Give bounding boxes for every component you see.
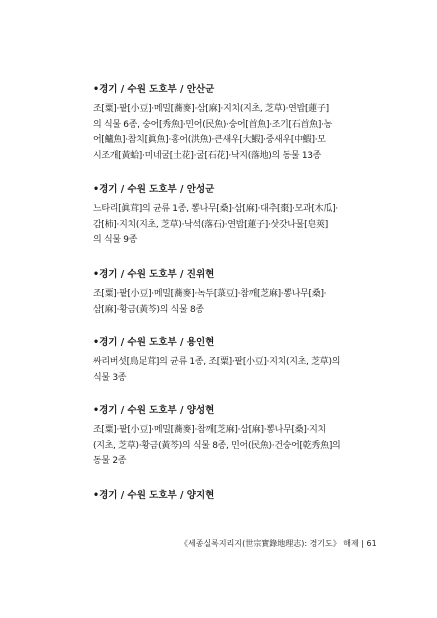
section-yangseong: [93, 404, 363, 470]
body-line: 삼[麻]·황금(黃芩)의 식물 8종: [93, 304, 204, 315]
section-heading: •경기 / 수원 도호부 / 안성군: [93, 184, 215, 195]
section-body: [93, 102, 363, 164]
section-heading: •경기 / 수원 도호부 / 진위현: [93, 269, 215, 280]
body-line: 의 식물 9종: [93, 235, 138, 245]
body-line: 싸리버섯[鳥足茸]의 균류 1종, 조[粟]·팥[小豆]·지치(지초, 芝草)의: [93, 357, 341, 367]
body-line: 조[粟]·팥[小豆]·메밀[蕎麥]·삼[麻]·지치(지초, 芝草)·연밥[蓮子]: [93, 104, 329, 114]
body-line: 감[柿]·지치(지초, 芝草)·낙석(落石)·연밥[蓮子]·삿갓나물[皂莢]: [93, 219, 328, 230]
page-footer: 《세종실록지리지(世宗實錄地理志): 경기도》 해제 | 61: [180, 539, 377, 548]
section-ansan: [93, 83, 363, 164]
body-line: 동물 2종: [93, 456, 127, 466]
body-line: 어[鱸魚]·참치[眞魚]·홍어(洪魚)·큰새우[大鰕]·중새우[中鰕]·모: [93, 135, 326, 145]
body-line: 시조개[黃蛤]·미네굴[土花]·굴[石花]·낙지(落地)의 동물 13종: [93, 150, 322, 161]
section-body: [93, 287, 363, 318]
section-heading: •경기 / 수원 도호부 / 용인현: [93, 337, 215, 348]
section-body: [93, 355, 363, 386]
section-heading: •경기 / 수원 도호부 / 양성현: [93, 405, 215, 416]
body-line: (지초, 芝草)·황금(黃芩)의 식물 8종, 민어(民魚)·건숭어[乾秀魚]의: [93, 440, 341, 451]
body-line: 느타리[眞茸]의 균류 1종, 뽕나무[桑]·삼[麻]·대추[棗]·모과[木瓜]·: [93, 204, 338, 214]
body-line: 조[粟]·팥[小豆]·메밀[蕎麥]·참깨[芝麻]·삼[麻]·뽕나무[桑]·지치: [93, 425, 326, 435]
body-line: 식물 3종: [93, 372, 127, 383]
section-anseong: [93, 183, 363, 249]
section-yongin: [93, 336, 363, 386]
section-yangji: [93, 489, 363, 503]
body-line: 조[粟]·팥[小豆]·메밀[蕎麥]·녹두[菉豆]·참깨[芝麻]·뽕나무[桑]·: [93, 289, 327, 299]
section-body: [93, 423, 363, 470]
body-line: 의 식물 6종, 숭어[秀魚]·민어(民魚)·숭어[首魚]·조기[石首魚]·농: [93, 119, 333, 130]
section-jinwi: [93, 268, 363, 318]
section-heading: •경기 / 수원 도호부 / 안산군: [93, 84, 215, 95]
section-body: [93, 202, 363, 249]
section-heading: •경기 / 수원 도호부 / 양지현: [93, 490, 215, 501]
